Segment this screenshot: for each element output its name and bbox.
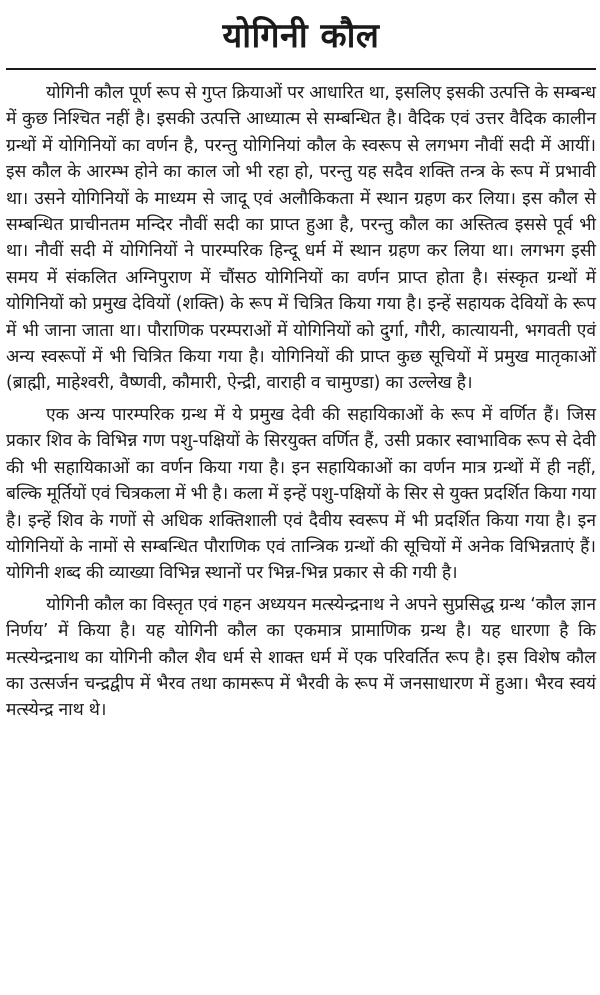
page-title: योगिनी कौल [222, 16, 380, 56]
paragraph-1: योगिनी कौल पूर्ण रूप से गुप्त क्रियाओं पर आधारित था, इसलिए इसकी उत्पत्ति के सम्बन्ध में कुछ निश्चित नहीं है। इसकी उत्पत्ति आध्यात्म से सम्बन्धित है। वैदिक एवं उत्तर वैदिक कालीन ग्रन्थों में योगिनियों का वर्णन है, परन्तु योगिनियां कौल के स्वरूप से लगभग नौवीं सदी में आयीं। इस कौल के आरम्भ होने का काल जो भी रहा हो, परन्तु यह सदैव शक्ति तन्त्र के रूप में प्रभावी था। उसने योगिनियों के माध्यम से जादू एवं अलौकिकता में स्थान ग्रहण कर लिया। इस कौल से सम्बन्धित प्राचीनतम मन्दिर नौवीं सदी का प्राप्त हुआ है, परन्तु कौल का अस्तित्व इससे पूर्व भी था। नौवीं सदी में योगिनियों ने पारम्परिक हिन्दू धर्म में स्थान ग्रहण कर लिया था। लगभग इसी समय में संकलित अग्निपुराण में चौंसठ योगिनियों का वर्णन प्राप्त होता है। संस्कृत ग्रन्थों में योगिनियों को प्रमुख देवियों (शक्ति) के रूप में चित्रित किया गया है। इन्हें सहायक देवियों के रूप में भी जाना जाता था। पौराणिक परम्पराओं में योगिनियों को दुर्गा, गौरी, कात्यायनी, भगवती एवं अन्य स्वरूपों में भी चित्रित किया गया है। योगिनियों की प्राप्त कुछ सूचियों में प्रमुख मातृकाओं (ब्राह्मी, माहेश्वरी, वैष्णवी, कौमारी, ऐन्द्री, वाराही व चामुण्डा) का उल्लेख है। [6, 83, 596, 394]
paragraph-2: एक अन्य पारम्परिक ग्रन्थ में ये प्रमुख देवी की सहायिकाओं के रूप में वर्णित हैं। जिस प्रकार शिव के विभिन्न गण पशु-पक्षियों के सिरयुक्त वर्णित हैं, उसी प्रकार स्वाभाविक रूप से देवी की भी सहायिकाओं का वर्णन किया गया है। इन सहायिकाओं का वर्णन मात्र ग्रन्थों में ही नहीं, बल्कि मूर्तियों एवं चित्रकला में भी है। कला में इन्हें पशु-पक्षियों के सिर से युक्त प्रदर्शित किया गया है। इन्हें शिव के गणों से अधिक शक्तिशाली एवं दैवीय स्वरूप में भी प्रदर्शित किया गया है। इन योगिनियों के नामों से सम्बन्धित पौराणिक एवं तान्त्रिक ग्रन्थों की सूचियों में अनेक विभिन्नताएं हैं। योगिनी शब्द की व्याख्या विभिन्न स्थानों पर भिन्न-भिन्न प्रकार से की गयी है। [6, 404, 597, 584]
paragraph-3: योगिनी कौल का विस्तृत एवं गहन अध्ययन मत्स्येन्द्रनाथ ने अपने सुप्रसिद्ध ग्रन्थ ‘कौल ज्ञान निर्णय’ में किया है। यह योगिनी कौल का एकमात्र प्रामाणिक ग्रन्थ है। यह धारणा है कि मत्स्येन्द्रनाथ का योगिनी कौल शैव धर्म से शाक्त धर्म में एक परिवर्तित रूप है। इस विशेष कौल का उत्सर्जन चन्द्रद्वीप में भैरव तथा कामरूप में भैरवी के रूप में जनसाधारण में हुआ। भैरव स्वयं मत्स्येन्द्र नाथ थे। [6, 594, 596, 721]
title-divider [6, 68, 596, 70]
